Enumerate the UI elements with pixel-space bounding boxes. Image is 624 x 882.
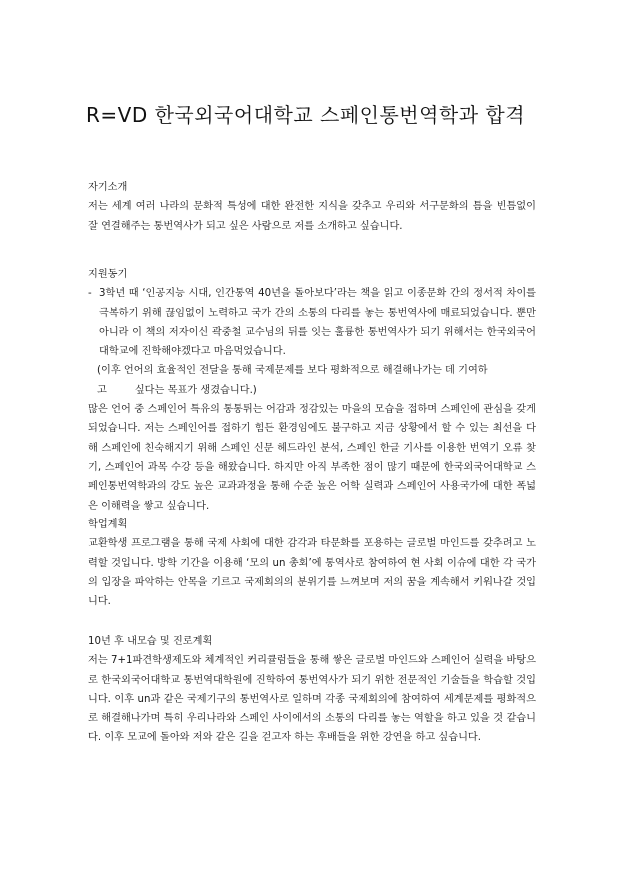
parenthetical-note <box>88 361 536 400</box>
section-self-introduction <box>88 178 536 236</box>
section-heading: 학업계획 <box>88 519 128 530</box>
section-study-plan <box>88 515 536 611</box>
section-body: 저는 세계 여러 나라의 문화적 특성에 대한 완전한 지식을 갖추고 우리와 서구문화의 틈을 빈틈없이 잘 연결해주는 통번역사가 되고 싶은 사람으로 저를 소개하고 싶습니다. <box>88 201 536 232</box>
bullet-dash: - <box>88 288 92 300</box>
note-line-2-start: 고 <box>97 384 107 396</box>
section-body: 교환학생 프로그램을 통해 국제 사회에 대한 감각과 타문화를 포용하는 글로벌 마인드를 갖추려고 노력할 것입니다. 방학 기간을 이용해 ‘모의 un 총회’에 통역사로 참여하여 현 사회 이슈에 대한 각 국가의 입장을 파악하는 안목을 기르고 국제회의의 분위기를 느껴보며 저의 꿈을 계속해서 키워나갈 것입니다. <box>88 538 536 608</box>
section-heading: 10년 후 내모습 및 진로계획 <box>88 636 213 647</box>
document-title: R=VD 한국외국어대학교 스페인통번역학과 합격 <box>86 103 526 127</box>
section-motivation <box>88 265 536 516</box>
section-heading: 자기소개 <box>88 182 128 193</box>
section-body: 저는 7+1파견학생제도와 체계적인 커리큘럼들을 통해 쌓은 글로벌 마인드와 스페인어 실력을 바탕으로 한국외국어대학교 통번역대학원에 진학하여 통번역사가 되기 위한 전문적인 기술들을 학습할 것입니다. 이후 un과 같은 국제기구의 통번역사로 일하며 각종 국제회의에 참여하여 세계문제를 평화적으로 해결해나가며 특히 우리나라와 스페인 사이에서의 소통의 다리를 놓는 역할을 하고 있을 것 같습니다. 이후 모교에 돌아와 저와 같은 길을 걷고자 하는 후배들을 위한 강연을 하고 싶습니다. <box>88 655 536 744</box>
note-line-1: (이후 언어의 효율적인 전달을 통해 국제문제를 보다 평화적으로 해결해나가는 데 기여하 <box>97 365 488 377</box>
bullet-item <box>88 284 536 361</box>
section-heading: 지원동기 <box>88 269 128 280</box>
section-career-plan <box>88 632 536 748</box>
note-line-2 <box>97 381 536 400</box>
note-line-2-end: 싶다는 목표가 생겼습니다.) <box>134 384 257 396</box>
section-body: 많은 언어 중 스페인어 특유의 통통튀는 어감과 정감있는 마을의 모습을 접하며 스페인에 관심을 갖게 되었습니다. 저는 스페인어를 접하기 힘든 환경임에도 불구하고 지금 상황에서 할 수 있는 최선을 다해 스페인에 친숙해지기 위해 스페인 신문 헤드라인 분석, 스페인 한글 기사를 이용한 번역기 오류 찾기, 스페인어 과목 수강 등을 해왔습니다. 하지만 아직 부족한 점이 많기 때문에 한국외국어대학교 스페인통번역학과의 강도 높은 교과과정을 통해 수준 높은 어학 실력과 스페인어 사용국가에 대한 폭넓은 이해력을 쌓고 싶습니다. <box>88 404 536 512</box>
bullet-text: 3학년 때 ‘인공지능 시대, 인간통역 40년을 돌아보다’라는 책을 읽고 이종문화 간의 정서적 차이를 극복하기 위해 끊임없이 노력하고 국가 간의 소통의 다리를 놓는 통번역사에 매료되었습니다. 뿐만 아니라 이 책의 저자이신 곽중철 교수님의 뒤를 잇는 훌륭한 통번역사가 되기 위해서는 한국외국어대학교에 진학해야겠다고 마음먹었습니다. <box>99 288 536 358</box>
